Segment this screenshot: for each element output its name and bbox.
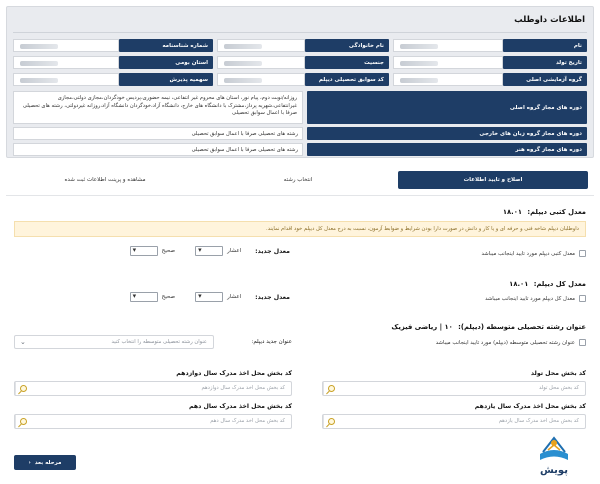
grade10-district-label: کد بخش محل اخذ مدرک سال دهم <box>189 403 292 410</box>
allowed-art-group-label: دوره های مجاز گروه هنر <box>307 143 587 156</box>
diploma-code-label: کد سوابق تحصیلی دیپلم <box>305 73 389 86</box>
integer-label: صحیح <box>161 248 176 254</box>
grade11-district-label: کد بخش محل اخذ مدرک سال یازدهم <box>474 403 586 410</box>
last-name-value <box>217 39 305 52</box>
diploma-confirm-checkbox[interactable] <box>579 250 586 257</box>
grade11-district-input[interactable]: کد بخش محل اخذ مدرک سال یازدهم <box>322 414 586 429</box>
field-confirm-row[interactable] <box>436 339 586 346</box>
diploma-confirm-row[interactable] <box>481 250 586 257</box>
diploma-code-value <box>217 73 305 86</box>
logo-text: پویش <box>540 465 568 476</box>
search-icon[interactable] <box>323 382 338 395</box>
decimal-select[interactable] <box>195 292 223 302</box>
allowed-main-group-value: روزانه/نوبت دوم، پیام نور، استان های محروم غیر انتفاعی، نیمه حضوری،پردیس خودگردان،مجازی دولتی،مجازی غیرانتفاعی،شهریه پرداز،مشترک با دانشگاه های خارج، دانشگاه آزاد،خودگردان دانشگاه آزاد،روزانه غیردولتی، رشته های تحصیلی صرفا با اعمال سوابق تحصیلی <box>13 91 303 124</box>
diploma-notice: داوطلبان دیپلم شاخه فنی و حرفه ای و یا کار و دانش در صورت دارا بودن شرایط و ضوابط آزمون، نسبت به درج معدل کل دیپلم خود اقدام نمایند. <box>14 221 586 237</box>
field-of-study-title: عنوان رشته تحصیلی متوسطه (دیپلم): ۱۰ | ریاضی فیزیک <box>391 323 586 331</box>
applicant-info-title: اطلاعات داوطلب <box>514 15 585 25</box>
next-step-button[interactable]: مرحله بعد ‹ <box>14 455 76 470</box>
diploma-new-average-group <box>130 246 290 256</box>
province-value <box>13 56 119 69</box>
allowed-art-group-value: رشته های تحصیلی صرفا با اعمال سوابق تحصیلی <box>13 143 303 156</box>
first-name-value <box>393 39 503 52</box>
applicant-info-panel <box>6 6 594 158</box>
birth-date-label: تاریخ تولد <box>503 56 587 69</box>
allowed-language-group-label: دوره های مجاز گروه زبان های خارجی <box>307 127 587 140</box>
province-label: استان بومی <box>119 56 213 69</box>
birth-district-input[interactable]: کد بخش محل تولد <box>322 381 586 396</box>
total-new-average-group <box>130 292 290 302</box>
tab-field-selection[interactable]: انتخاب رشته <box>283 177 313 183</box>
grade12-district-label: کد بخش محل اخذ مدرک سال دوازدهم <box>176 370 292 377</box>
tab-edit-confirm[interactable]: اصلاح و تایید اطلاعات <box>398 171 588 189</box>
allowed-language-group-value: رشته های تحصیلی صرفا با اعمال سوابق تحصیلی <box>13 127 303 140</box>
quota-label: سهمیه پذیرش <box>119 73 213 86</box>
exam-group-label: گروه آزمایشی اصلی <box>503 73 587 86</box>
search-icon[interactable] <box>15 415 30 428</box>
integer-select[interactable] <box>130 292 158 302</box>
total-confirm-label: معدل کل دیپلم مورد تایید اینجانب میباشد <box>485 295 575 302</box>
chevron-left-icon: ‹ <box>28 459 31 466</box>
tab-bar <box>6 166 594 196</box>
grade10-district-input[interactable]: کد بخش محل اخذ مدرک سال دهم <box>14 414 292 429</box>
search-icon[interactable] <box>323 415 338 428</box>
national-id-label: شماره شناسنامه <box>119 39 213 52</box>
new-diploma-title-label: عنوان جدید دیپلم: <box>251 339 292 345</box>
decimal-label: اعشار <box>227 248 242 254</box>
birth-date-value <box>393 56 503 69</box>
new-average-label: معدل جدید: <box>255 247 290 255</box>
chevron-down-icon: ⌄ <box>20 338 26 346</box>
last-name-label: نام خانوادگی <box>305 39 389 52</box>
total-average-title: معدل کل دیپلم: ۱۸.۰۱ <box>509 280 586 288</box>
birth-district-label: کد بخش محل تولد <box>530 370 586 377</box>
first-name-label: نام <box>503 39 587 52</box>
divider <box>13 32 587 33</box>
search-icon[interactable] <box>15 382 30 395</box>
pooyesh-logo <box>534 432 574 478</box>
diploma-confirm-label: معدل کتبی دیپلم مورد تایید اینجانب میباشد <box>481 250 575 257</box>
allowed-main-group-label: دوره های مجاز گروه اصلی <box>307 91 587 124</box>
decimal-label: اعشار <box>227 294 242 300</box>
total-confirm-checkbox[interactable] <box>579 295 586 302</box>
tab-view-print[interactable]: مشاهده و پرینت اطلاعات ثبت شده <box>64 177 146 183</box>
integer-label: صحیح <box>161 294 176 300</box>
national-id-value <box>13 39 119 52</box>
grade12-district-input[interactable]: کد بخش محل اخذ مدرک سال دوازدهم <box>14 381 292 396</box>
total-confirm-row[interactable] <box>485 295 586 302</box>
new-average-label: معدل جدید: <box>255 293 290 301</box>
quota-value <box>13 73 119 86</box>
field-confirm-label: عنوان رشته تحصیلی متوسطه (دیپلم) مورد تایید اینجانب میباشد <box>435 339 575 346</box>
decimal-select[interactable] <box>195 246 223 256</box>
exam-group-value <box>393 73 503 86</box>
integer-select[interactable] <box>130 246 158 256</box>
gender-label: جنسیت <box>305 56 389 69</box>
field-confirm-checkbox[interactable] <box>579 339 586 346</box>
field-of-study-select[interactable]: عنوان رشته تحصیلی متوسطه را انتخاب کنید ⌄ <box>14 335 214 349</box>
gender-value <box>217 56 305 69</box>
diploma-average-title: معدل کتبی دیپلم: ۱۸.۰۱ <box>502 208 586 216</box>
